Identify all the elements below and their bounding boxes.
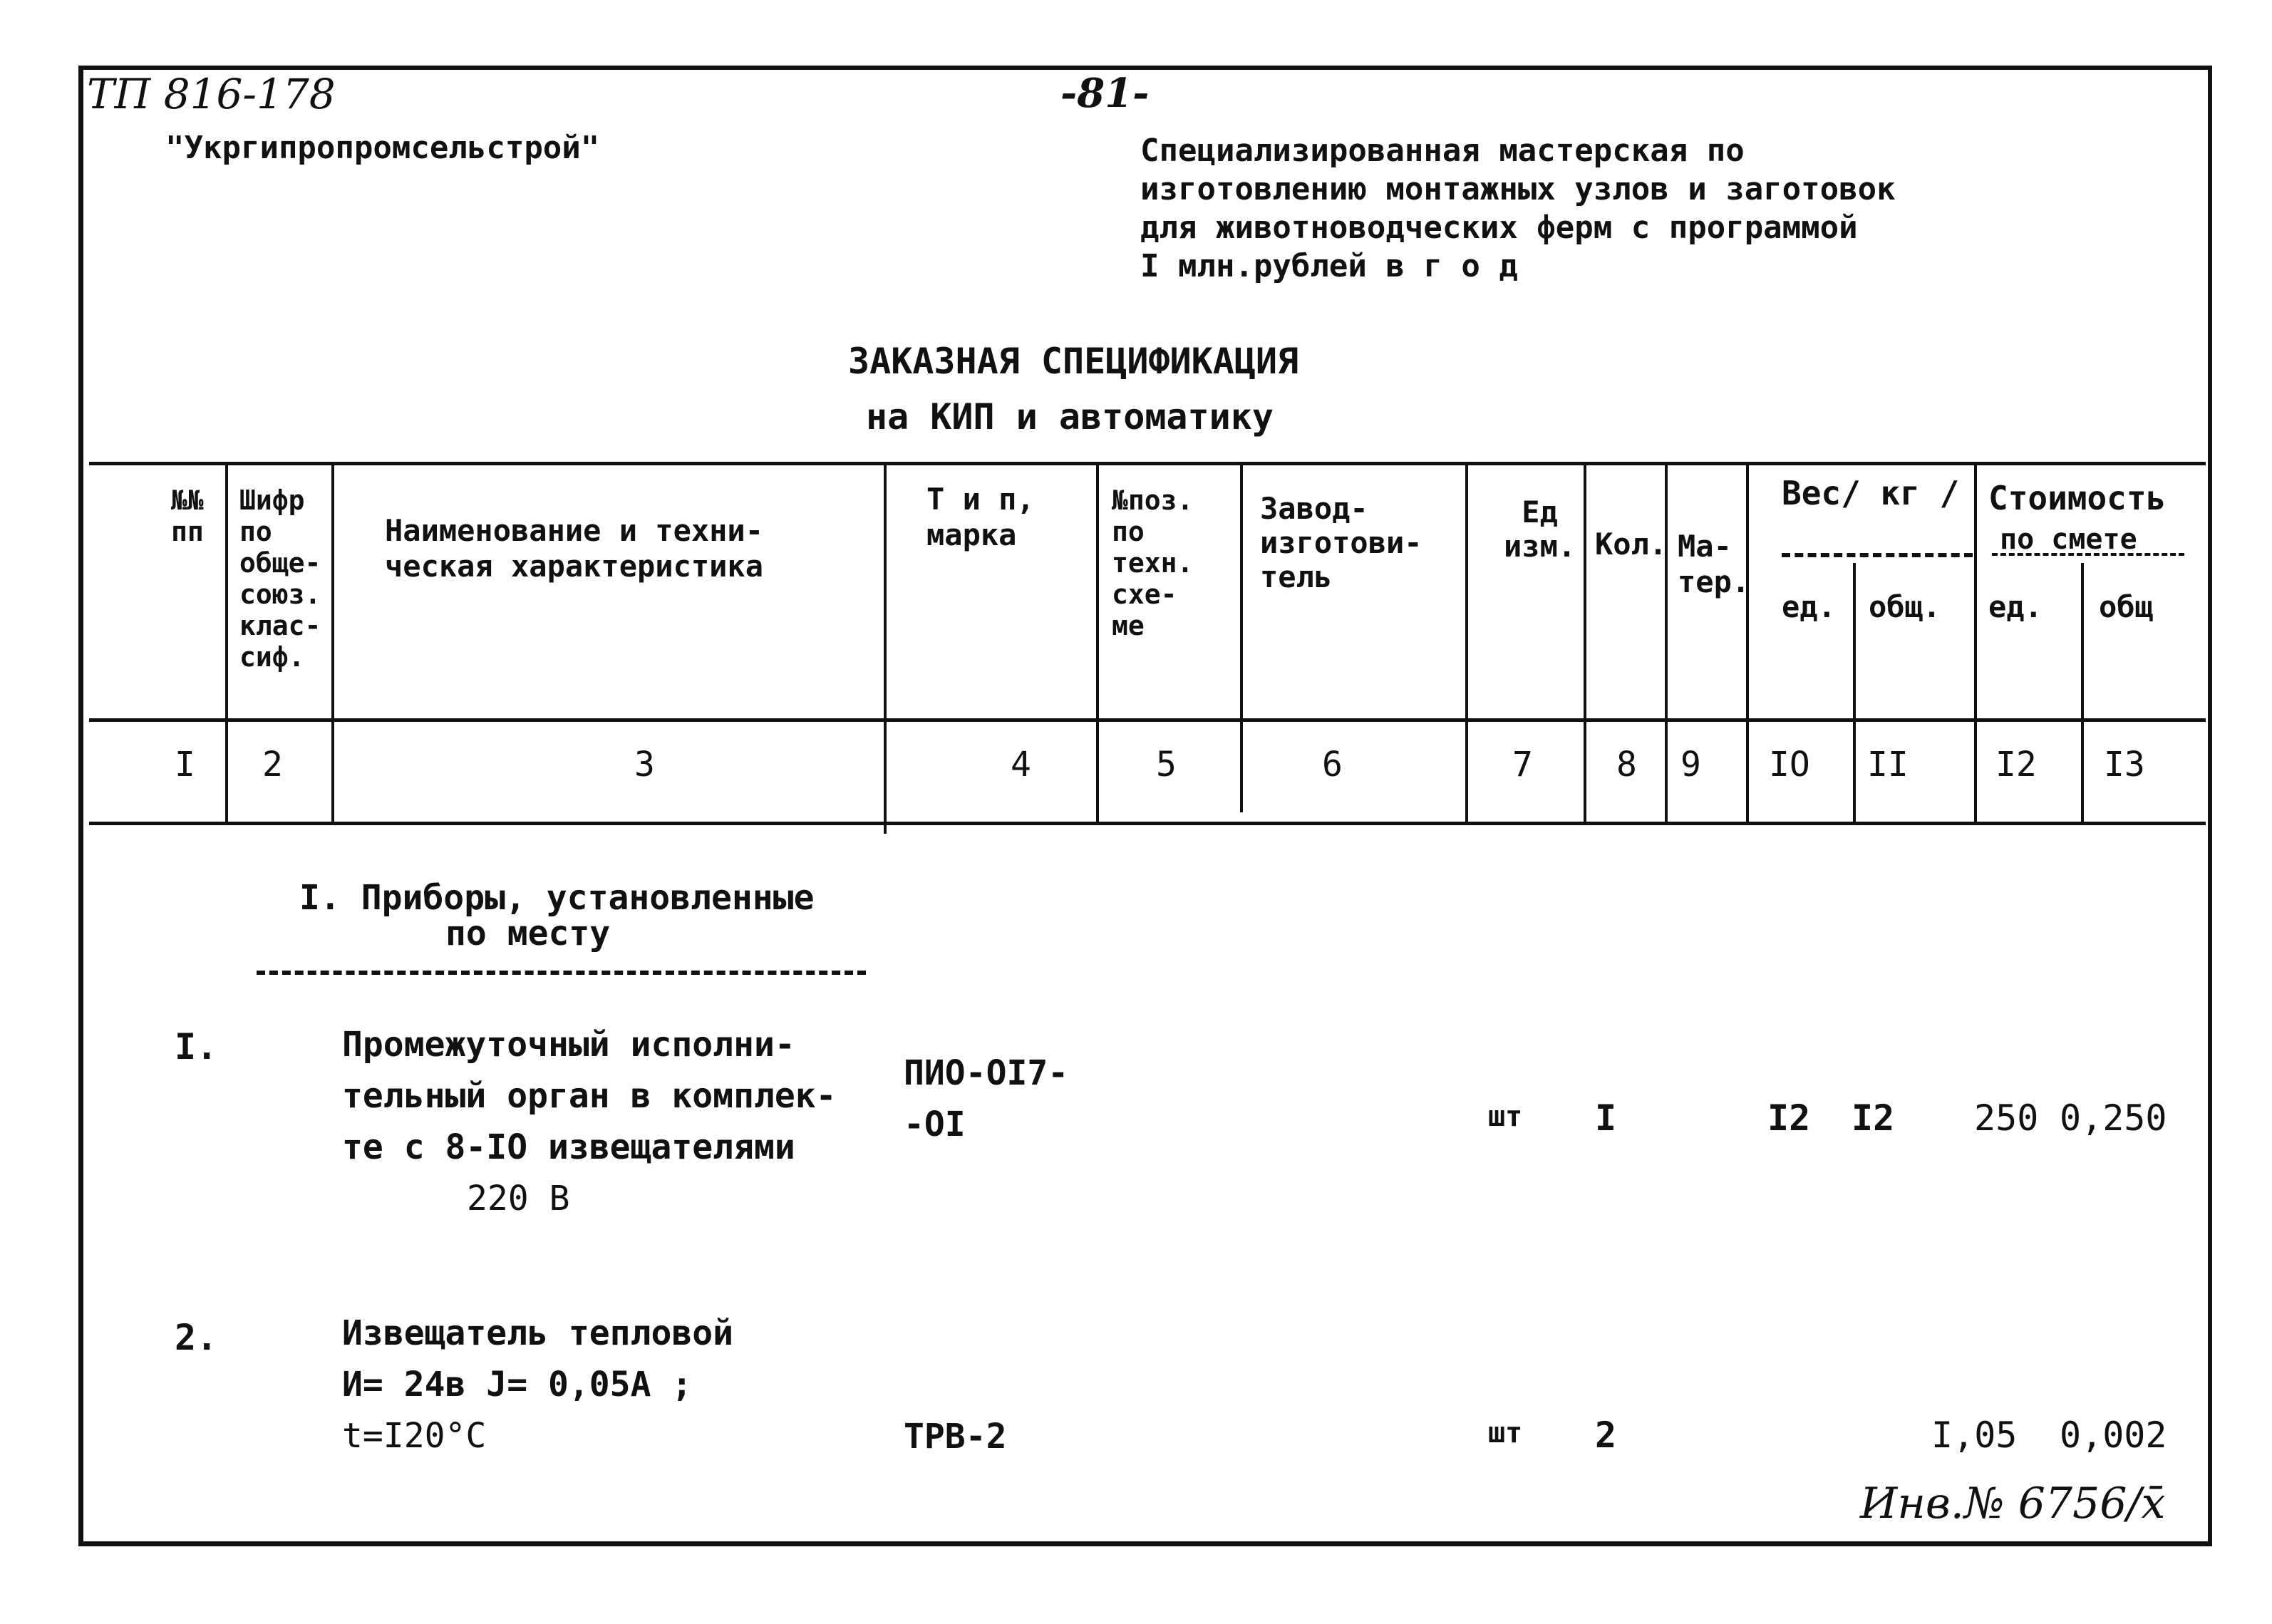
header-text: Шифр — [239, 485, 305, 516]
row-name-line: И= 24в Ј= 0,05А ; — [342, 1365, 693, 1405]
weight-group-underline — [1782, 553, 1973, 557]
row1-name — [342, 1019, 837, 1224]
organization-name: "Укргипропромсельстрой" — [165, 130, 600, 166]
header-text: по смете — [2000, 523, 2137, 556]
header-text: Наименование и техни- — [385, 513, 764, 548]
header-col7 — [1504, 495, 1576, 564]
title-line: I млн.рублей в г о д — [1140, 248, 1518, 284]
row-name-line: тельный орган в комплек- — [342, 1076, 837, 1116]
header-text: Ма- — [1678, 529, 1732, 564]
col-divider — [1665, 463, 1668, 824]
row1-cost-total: 0,250 — [2060, 1097, 2167, 1139]
row1-number: I. — [175, 1026, 218, 1067]
col-divider — [1974, 463, 1977, 824]
row1-weight-total: I2 — [1852, 1097, 1895, 1139]
column-number: 6 — [1322, 745, 1343, 785]
spec-subtitle: на КИП и автоматику — [866, 396, 1274, 438]
col-divider — [1465, 463, 1468, 824]
header-text: ческая характеристика — [385, 549, 764, 584]
col-divider — [884, 463, 887, 834]
header-col2 — [239, 485, 321, 673]
row-type-line: ТРВ-2 — [904, 1417, 1007, 1457]
header-text: техн. — [1112, 547, 1194, 579]
col-divider — [1853, 563, 1856, 824]
header-text: изготови- — [1260, 525, 1422, 560]
col-divider — [1096, 463, 1099, 824]
section-title — [299, 880, 814, 951]
row-name-line: те с 8-IO извещателями — [342, 1127, 795, 1167]
row2-cost-total: 0,002 — [2060, 1414, 2167, 1456]
col-divider — [2081, 563, 2084, 824]
column-number: I3 — [2104, 745, 2145, 785]
header-col3 — [385, 513, 763, 584]
column-number: 2 — [262, 745, 283, 785]
header-text: клас- — [239, 610, 321, 641]
row-name-line: Извещатель тепловой — [342, 1313, 734, 1353]
section-underline — [257, 971, 866, 975]
column-number: 9 — [1680, 745, 1701, 785]
section-title-line: I. Приборы, установленные — [299, 878, 815, 918]
row2-cost-unit: I,05 — [1931, 1414, 2018, 1456]
row1-weight-unit: I2 — [1767, 1097, 1811, 1139]
header-text: схе- — [1112, 579, 1177, 610]
title-line: для животноводческих ферм с программой — [1140, 210, 1858, 246]
header-weight-group: Вес/ кг / — [1782, 474, 1960, 512]
document-title — [1140, 132, 1896, 286]
spec-title: ЗАКАЗНАЯ СПЕЦИФИКАЦИЯ — [848, 341, 1299, 382]
column-number: 8 — [1616, 745, 1637, 785]
inventory-number: Инв.№ 6756/х̄ — [1860, 1479, 2166, 1529]
header-col8: Кол. — [1595, 527, 1668, 562]
row-type-line: ПИО-OI7- — [904, 1053, 1069, 1093]
column-number: I2 — [1995, 745, 2037, 785]
header-text: союз. — [239, 579, 321, 610]
header-col6 — [1260, 492, 1422, 594]
title-line: изготовлению монтажных узлов и заготовок — [1140, 171, 1896, 207]
column-number: IO — [1769, 745, 1810, 785]
row-type-line: -OI — [904, 1105, 966, 1144]
header-col12: ед. — [1988, 589, 2043, 624]
column-number: 3 — [634, 745, 655, 785]
header-text: ме — [1112, 610, 1145, 641]
header-text: Завод- — [1260, 491, 1368, 526]
col-divider — [225, 463, 228, 824]
column-number: I — [175, 745, 195, 785]
row1-qty: I — [1595, 1097, 1617, 1139]
row2-unit: шт — [1488, 1417, 1523, 1449]
column-number: 7 — [1512, 745, 1533, 785]
header-text: марка — [926, 517, 1017, 552]
header-col11: общ. — [1869, 589, 1941, 624]
col-divider — [1746, 463, 1749, 824]
header-text: Ед — [1522, 495, 1558, 529]
numbers-bottom-border — [89, 822, 2206, 825]
row1-unit: шт — [1488, 1100, 1523, 1133]
section-title-line: по месту — [445, 914, 611, 953]
header-col9 — [1678, 529, 1750, 600]
header-col1 — [171, 485, 204, 547]
column-number: 5 — [1156, 745, 1177, 785]
col-divider — [331, 463, 334, 824]
col-divider — [1584, 463, 1586, 824]
table-top-border — [89, 462, 2206, 465]
row-name-line: 220 В — [467, 1179, 570, 1219]
header-text: обще- — [239, 547, 321, 579]
col-divider — [1240, 463, 1243, 812]
column-number: II — [1867, 745, 1909, 785]
header-text: тель — [1260, 559, 1333, 594]
header-col10: ед. — [1782, 589, 1836, 624]
page-number: -81- — [1060, 70, 1150, 117]
header-text: №поз. — [1112, 485, 1194, 516]
header-text: тер. — [1678, 564, 1750, 599]
header-text: по — [239, 516, 272, 547]
row1-type — [904, 1048, 1068, 1150]
header-text: №№ — [171, 485, 204, 516]
row2-name — [342, 1308, 733, 1462]
header-text: пп — [171, 516, 204, 547]
row1-cost-unit: 250 — [1974, 1097, 2039, 1139]
row2-number: 2. — [175, 1317, 218, 1358]
column-number: 4 — [1011, 745, 1031, 785]
header-bottom-border — [89, 718, 2206, 722]
header-text: Т и п, — [926, 482, 1035, 517]
header-text: изм. — [1504, 529, 1576, 564]
row2-qty: 2 — [1595, 1414, 1617, 1456]
header-text: Стоимость — [1988, 479, 2167, 517]
row-name-line: t=I20°С — [342, 1416, 487, 1456]
header-text: по — [1112, 516, 1145, 547]
header-col4 — [926, 482, 1035, 553]
row2-type — [904, 1411, 1007, 1462]
header-col13: общ — [2099, 589, 2153, 624]
header-text: сиф. — [239, 641, 305, 673]
title-line: Специализированная мастерская по — [1140, 133, 1745, 169]
project-code: ТП 816-178 — [87, 70, 336, 118]
header-col5 — [1112, 485, 1193, 641]
row-name-line: Промежуточный исполни- — [342, 1025, 795, 1065]
header-cost-group — [1988, 477, 2166, 560]
